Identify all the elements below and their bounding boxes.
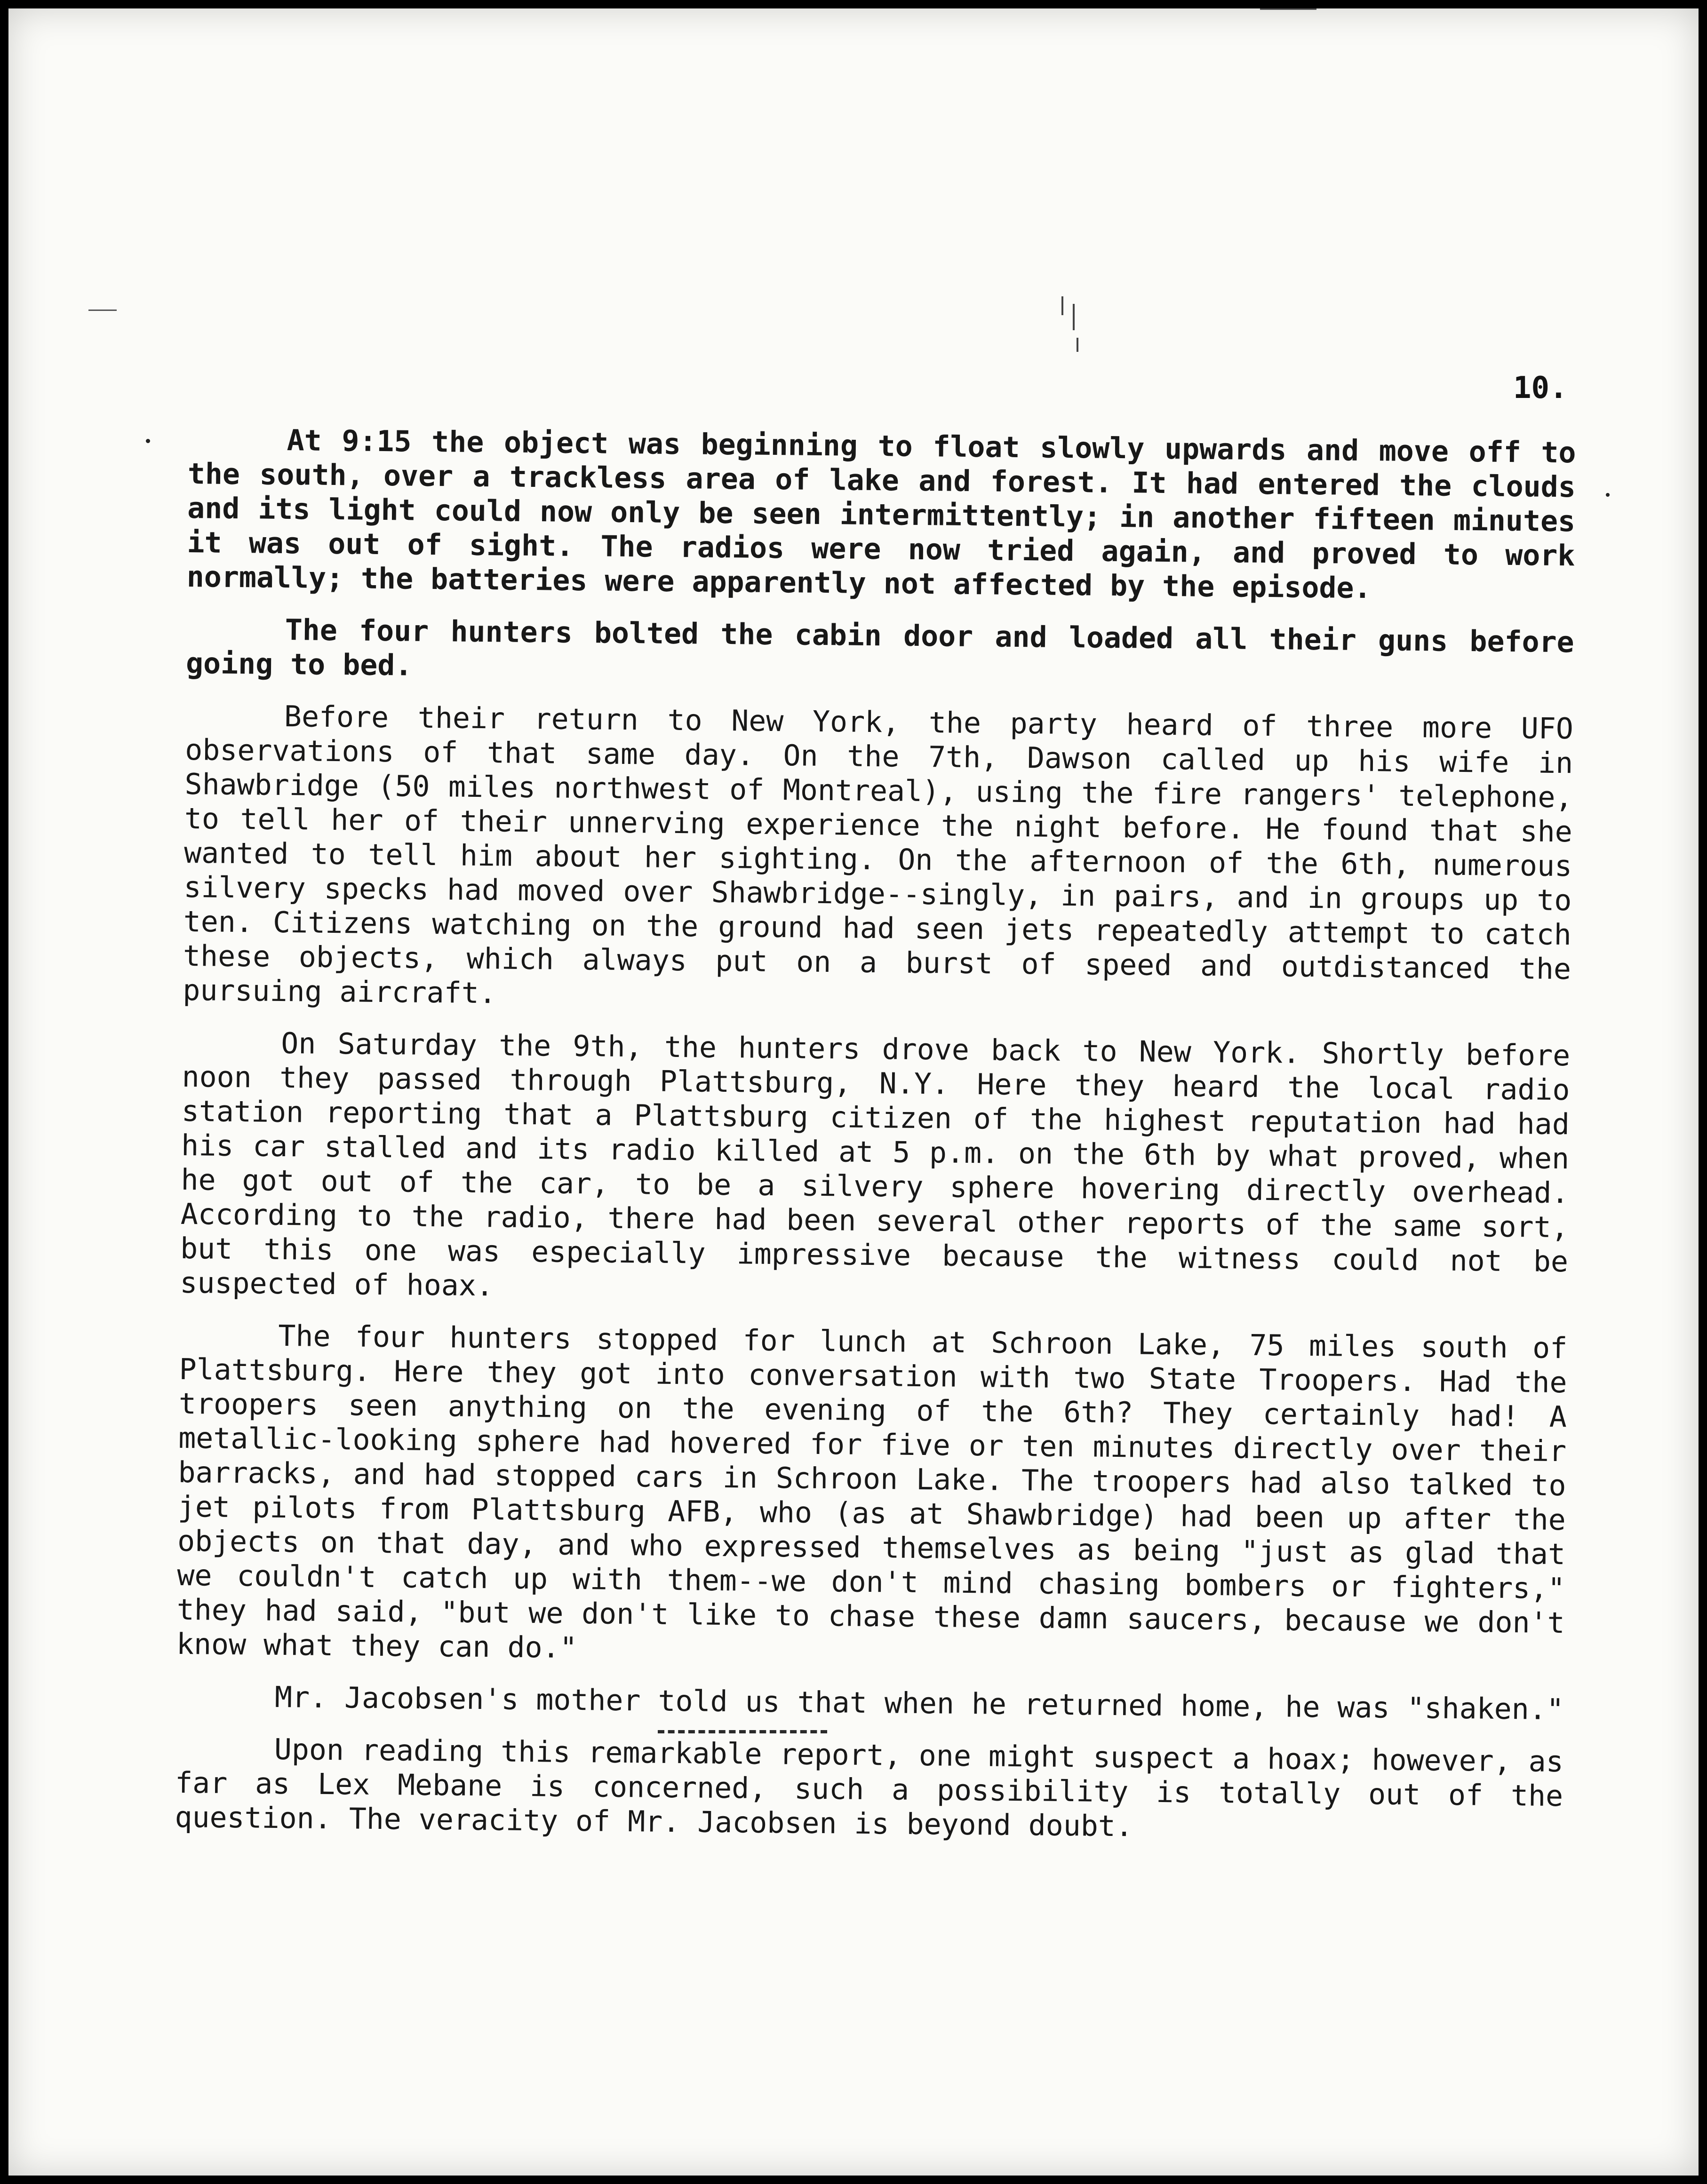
scan-artifact <box>1073 304 1075 330</box>
paragraph: The four hunters stopped for lunch at Schroon Lake, 75 miles south of Plattsburg. Here they got into conversation with two State Troopers. Had the troopers seen anything on the evening of the 6th? They certainly had! A metallic-looking sphere had hovered for five or ten minutes directly over their barracks, and had stopped cars in Schroon Lake. The troopers had also talked to jet pilots from Plattsburg AFB, who (as at Shawbridge) had been up after the objects on that day, and who expressed themselves as being "just as glad that we couldn't catch up with them--we don't mind chasing bombers or fighters," they had said, "but we don't like to chase these damn saucers, because we don't know what they can do." <box>176 1318 1568 1665</box>
scan-artifact <box>88 310 117 311</box>
paragraph: Before their return to New York, the party heard of three more UFO observations of that same day. On the 7th, Dawson called up his wife in Shawbridge (50 miles northwest of Montreal), using the fire rangers' telephone, to tell her of their unnerving experience the night before. He found that she wanted to tell him about her sighting. On the afternoon of the 6th, numerous silvery specks had moved over Shawbridge--singly, in pairs, and in groups up to ten. Citizens watching on the ground had seen jets repeatedly attempt to catch these objects, which always put on a burst of speed and outdistanced the pursuing aircraft. <box>183 699 1574 1010</box>
scan-speck <box>146 439 150 443</box>
document-page <box>8 8 1699 2176</box>
section-separator <box>658 1730 827 1733</box>
body-text <box>175 422 1576 1866</box>
paragraph: Upon reading this remarkable report, one might suspect a hoax; however, as far as Lex Mebane is concerned, such a possibility is totally out of the question. The veracity of Mr. Jacobsen is beyond doubt. <box>175 1732 1564 1843</box>
page-number: 10. <box>1513 371 1568 405</box>
scan-artifact <box>1260 8 1316 10</box>
paragraph: Mr. Jacobsen's mother told us that when he returned home, he was "shaken." <box>274 1680 1564 1727</box>
paragraph: On Saturday the 9th, the hunters drove back to New York. Shortly before noon they passed through Plattsburg, N.Y. Here they heard the local radio station reporting that a Plattsburg citizen of the highest reputation had had his car stalled and its radio killed at 5 p.m. on the 6th by what proved, when he got out of the car, to be a silvery sphere hovering directly overhead. According to the radio, there had been several other reports of the same sort, but this one was especially impressive because the witness could not be suspected of hoax. <box>180 1026 1571 1303</box>
scan-artifact <box>1061 296 1063 315</box>
paragraph: The four hunters bolted the cabin door and loaded all their guns before going to bed. <box>185 612 1574 683</box>
scan-speck <box>1606 493 1610 497</box>
paragraph: At 9:15 the object was beginning to float slowly upwards and move off to the south, over a trackless area of lake and forest. It had entered the clouds and its light could now only be seen intermittently; in another fifteen minutes it was out of sight. The radios were now tried again, and proved to work normally; the batteries were apparently not affected by the episode. <box>186 423 1576 605</box>
scan-artifact <box>1077 338 1078 352</box>
